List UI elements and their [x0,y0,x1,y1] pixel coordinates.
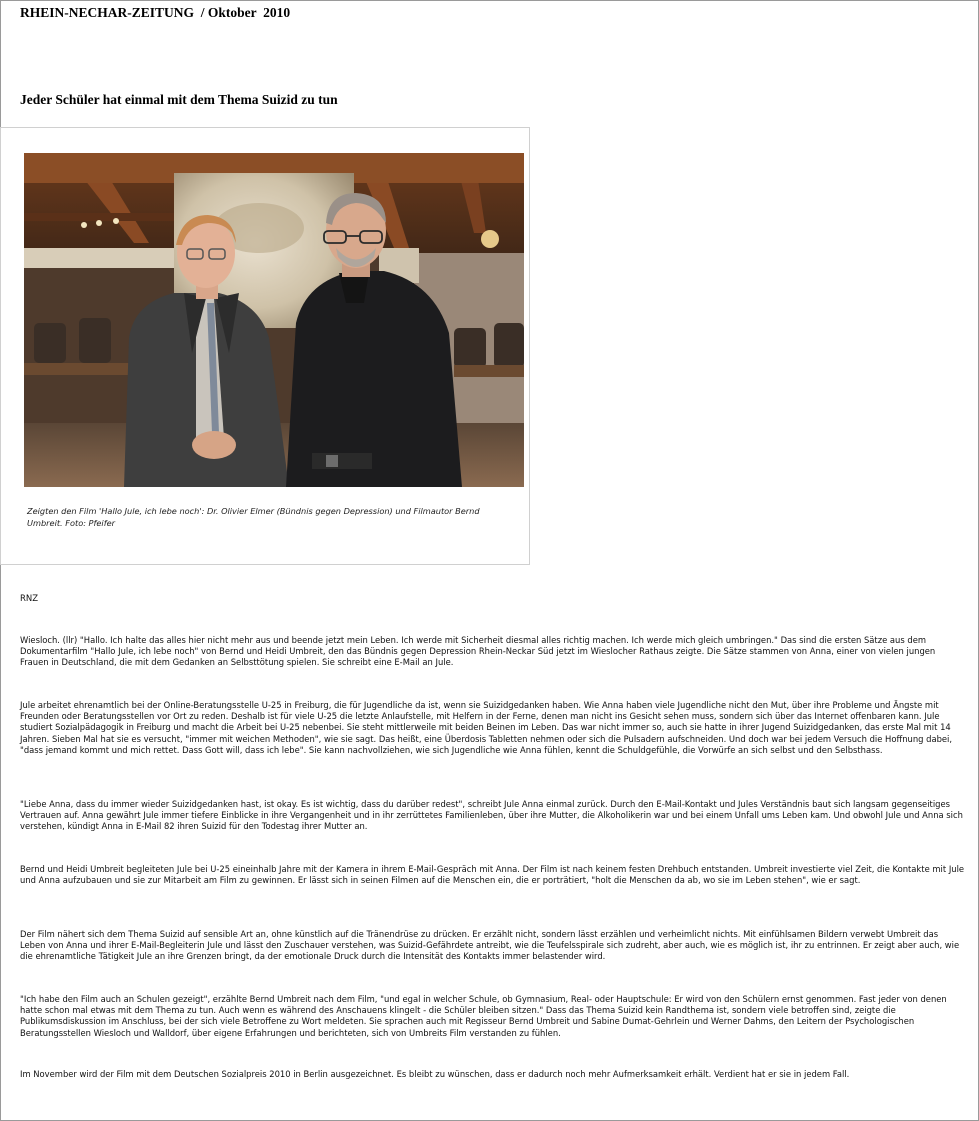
photo-illustration [24,153,524,487]
article-source: RNZ [20,594,39,604]
article-photo [24,153,524,487]
newspaper-masthead: RHEIN-NECHAR-ZEITUNG / Oktober 2010 [20,5,291,20]
article-paragraph: "Ich habe den Film auch an Schulen gezeigt", erzählte Bernd Umbreit nach dem Film, "und egal in welcher Schule, ob Gymnasium, Real- oder Hauptschule: Er wird von den Schülern ernst genommen. Fast jeder von denen hatte schon mal etwas mit dem Thema zu tun. Auch wenn es während des Anschauens klingelt - die Schüler bleiben sitzen." Dass das Thema Suizid kein Randthema ist, sondern viele betroffen sind, zeigte die Publikumsdiskussion im Anschluss, bei der sich viele Betroffene zu Wort meldeten. Sie sprachen auch mit Regisseur Bernd Umbreit und Sabine Dumat-Gehrlein und Werner Dahms, den Leitern der Psychologischen Beratungsstellen Wiesloch und Walldorf, über eigene Erfahrungen und berichteten, sich von Umbreits Film verstanden zu fühlen. [20,994,947,1038]
article-headline: Jeder Schüler hat einmal mit dem Thema Suizid zu tun [20,92,338,107]
photo-caption: Zeigten den Film 'Hallo Jule, ich lebe noch': Dr. Olivier Elmer (Bündnis gegen Depression) und Filmautor Bernd Umbreit. Foto: Pfeifer [27,506,480,528]
article-paragraph: "Liebe Anna, dass du immer wieder Suizidgedanken hast, ist okay. Es ist wichtig, dass du darüber redest", schreibt Jule Anna einmal zurück. Durch den E-Mail-Kontakt und Jules Verständnis baut sich langsam gegenseitiges Vertrauen auf. Anna gewährt Jule immer tiefere Einblicke in ihre Vergangenheit und in ihr zerrüttetes Familienleben, über ihre Mutter, die Alkoholikerin war und bei einem Unfall ums Leben kam. Und obwohl Jule und Anna sich verstehen, kündigt Anna in E-Mail 82 ihren Suizid für den Todestag ihrer Mutter an. [20,799,963,832]
article-paragraph: Der Film nähert sich dem Thema Suizid auf sensible Art an, ohne künstlich auf die Tränendrüse zu drücken. Er erzählt nicht, sondern lässt erzählen und verheimlicht nichts. Mit einfühlsamen Bildern verwebt Umbreit das Leben von Anna und ihrer E-Mail-Begleiterin Jule und lässt den Zuschauer verstehen, was Suizid-Gefährdete antreibt, wie die Teufelsspirale sich zudreht, aber auch, wie es möglich ist, ihr zu entrinnen. Er zeigt aber auch, wie die ehrenamtliche Tätigkeit Jule an ihre Grenzen bringt, da der emotionale Druck durch die Intensität des Kontakts immer belastender wird. [20,929,960,962]
article-paragraph: Im November wird der Film mit dem Deutschen Sozialpreis 2010 in Berlin ausgezeichnet. Es bleibt zu wünschen, dass er dadurch noch mehr Aufmerksamkeit erhält. Verdient hat er sie in jedem Fall. [20,1069,850,1079]
article-paragraph: Bernd und Heidi Umbreit begleiteten Jule bei U-25 eineinhalb Jahre mit der Kamera in ihrem E-Mail-Gespräch mit Anna. Der Film ist nach keinem festen Drehbuch entstanden. Umbreit investierte viel Zeit, die Kontakte mit Jule und Anna aufzubauen und sie zur Mitarbeit am Film zu gewinnen. Er lässt sich in seinen Filmen auf die Menschen ein, die er porträtiert, "holt die Menschen da ab, wo sie im Leben stehen", wie er sagt. [20,864,965,886]
article-paragraph: Wiesloch. (llr) "Hallo. Ich halte das alles hier nicht mehr aus und beende jetzt mein Leben. Ich werde mit Sicherheit diesmal alles richtig machen. Ich werde mich gleich umbringen." Das sind die ersten Sätze aus dem Dokumentarfilm "Hallo Jule, ich lebe noch" von Bernd und Heidi Umbreit, den das Bündnis gegen Depression Rhein-Neckar Süd jetzt im Wieslocher Rathaus zeigte. Die Sätze stammen von Anna, einer von vielen jungen Frauen in Deutschland, die mit dem Gedanken an Selbsttötung spielen. Sie schreibt eine E-Mail an Jule. [20,635,936,668]
photo-frame [0,127,530,565]
article-paragraph: Jule arbeitet ehrenamtlich bei der Online-Beratungsstelle U-25 in Freiburg, die für Jugendliche da ist, wenn sie Suizidgedanken haben. Wie Anna haben viele Jugendliche nicht den Mut, über ihre Probleme und Ängste mit Freunden oder Beratungsstellen vor Ort zu reden. Deshalb ist für viele U-25 die letzte Anlaufstelle, mit Helfern in der Ferne, denen man nicht ins Gesicht sehen muss, sondern sich über das Internet offenbaren kann. Jule studiert Sozialpädagogik in Freiburg und macht die Arbeit bei U-25 nebenbei. Sie steht mittlerweile mit beiden Beinen im Leben. Das war nicht immer so, auch sie hatte in ihrer Jugend Suizidgedanken, das erste Mal mit 14 Jahren. Sieben Mal hat sie es versucht, "immer mit weichen Methoden", wie sie sagt. Das heißt, eine Überdosis Tabletten nehmen oder sich die Pulsadern aufschneiden. Und doch war bei jedem Versuch die Hoffnung dabei, "dass jemand kommt und mich rettet. Dass Gott will, dass ich lebe". Sie kann nachvollziehen, wie sich Jugendliche wie Anna fühlen, kennt die Schuldgefühle, die Vorwürfe an sich selbst und den Selbsthass. [20,700,953,755]
